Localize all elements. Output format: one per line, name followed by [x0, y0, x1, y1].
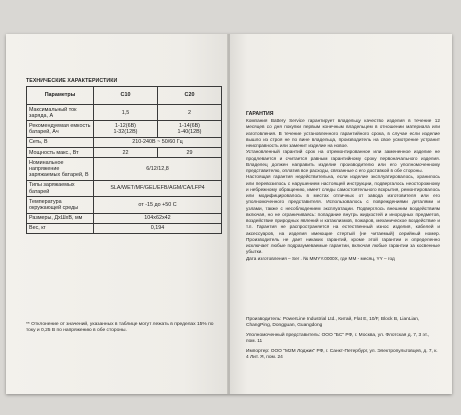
value-cell: 2	[157, 105, 221, 121]
param-cell: Номинальное напряжение заряжаемых батарей, В	[27, 158, 94, 181]
param-cell: Сеть, В	[27, 137, 94, 147]
specs-title: ТЕХНИЧЕСКИЕ ХАРАКТЕРИСТИКИ	[26, 78, 118, 84]
warranty-paragraph: Настоящая гарантия недействительна, если изделие эксплуатировалось, хранилось или перевозилось с нарушением настоящей инструкции, подвергалось неосторожному и небрежному обращению, имеет следы самостоятельного вскрытия, ремонтировалось или модифицировалось в местах отличных от завода изготовителя или его уполномоченного представителя. Использовалось с повреждениями деталями и узлами, также с несоблюдением эксплуатации. Подверглось внешним воздействиям включая, но не ограничиваясь: попадание внутрь жидкостей и инородных предметов, воздействие природных явлений и катаклизмов, пожаров, механическое воздействие и т.п. Гарантия не распространяется на естественный износ изделия, кабелей и аксессуаров, на изделия имеющие стертый (не читаемый) серийный номер. Производитель не дает никаких гарантий, кроме этой гарантии и определенно исключает любые подразумеваемые гарантии, включая любые гарантии за косвенные убытки.	[246, 174, 440, 255]
table-row	[27, 197, 222, 213]
header-c20: C20	[157, 87, 221, 105]
table-row	[27, 121, 222, 137]
table-row	[27, 137, 222, 147]
param-cell: Рекомендуемая емкость батарей, Ач	[27, 121, 94, 137]
warranty-paragraph: Установленный гарантий срок на отремонтированное или замененное изделие не продлевается и считается равным гарантийному сроку первоначального изделия. Владелец должен направить изделие производителю или его уполномоченному представителю, оплатив все расходы, связанные с его доставкой в обе стороны.	[246, 149, 440, 173]
param-cell: Мощность макс., Вт	[27, 148, 94, 158]
value-cell: 210-240В ~ 50/60 Гц	[94, 137, 222, 147]
value-cell: 6/12/12,8	[94, 158, 222, 181]
value-cell: SLA/WET/MF/GEL/EFB/AGM/CA/LFP4	[94, 180, 222, 196]
tolerance-note: ** Отклонение от значений, указанных в таблице могут лежать в пределах 15% по току и 0,25 В по напряжению в обе стороны.	[26, 322, 214, 334]
param-cell: Максимальный ток заряда, А	[27, 105, 94, 121]
value-cell: от -15 до +50 С	[94, 197, 222, 213]
table-row	[27, 180, 222, 196]
warranty-title: ГАРАНТИЯ	[246, 111, 274, 117]
value-cell: 29	[157, 148, 221, 158]
value-cell: 104х62х42	[94, 213, 222, 223]
table-row	[27, 223, 222, 233]
warranty-paragraph: Компания Battery Service гарантирует владельцу качество изделия в течение 12 месяцев со дня покупки первым конечным владельцем в отношении материала или изготовления. В течение установленного гарантийного срока, в случае если изделие вышло из строя не по вине владельца, производитель на свое усмотрение устранит неисправность или заменит изделие на новое.	[246, 118, 440, 148]
right-page	[230, 34, 452, 394]
table-row	[27, 158, 222, 181]
table-row	[27, 105, 222, 121]
param-cell: Типы заряжаемых батарей	[27, 180, 94, 196]
value-cell: 0,194	[94, 223, 222, 233]
param-cell: Размеры, ДхШхВ, мм	[27, 213, 94, 223]
warranty-body	[246, 118, 440, 262]
importer-info: Импортер: ООО "М2М Лоджик" РФ, г. Санкт-Петербург, ул. Электропультовцев, д. 7, к. 4 Лит. Я, пом. 24	[246, 348, 438, 361]
value-cell: 1-14(6В) 1-40(12В)	[157, 121, 221, 137]
company-info	[246, 317, 440, 364]
specs-header-row	[27, 87, 222, 105]
representative-info: Уполномоченный представитель: ООО "БС" РФ, г. Москва, ул. Флотская д. 7, 3 эт., пом. 11	[246, 332, 430, 345]
value-cell: 1,5	[94, 105, 158, 121]
param-cell: Температура окружающей среды	[27, 197, 94, 213]
specs-table	[26, 86, 222, 234]
value-cell: 22	[94, 148, 158, 158]
manufacturer-info: Производитель: PowerLine Industrial Ltd., Китай, Flat E, 10/F, Block B, LianLian, ChangPing, Dongguan, Guangdong	[246, 317, 420, 329]
value-cell: 1-12(6В) 1-32(12В)	[94, 121, 158, 137]
table-row	[27, 213, 222, 223]
booklet	[6, 34, 452, 394]
param-cell: Вес, кг	[27, 223, 94, 233]
table-row	[27, 148, 222, 158]
header-params: Параметры	[27, 87, 94, 105]
header-c10: C10	[94, 87, 158, 105]
left-page	[6, 34, 228, 394]
manufacture-date-note: Дата изготовления – Ser . № MMYY.0000X, где MM - месяц, YY – год	[246, 255, 395, 261]
